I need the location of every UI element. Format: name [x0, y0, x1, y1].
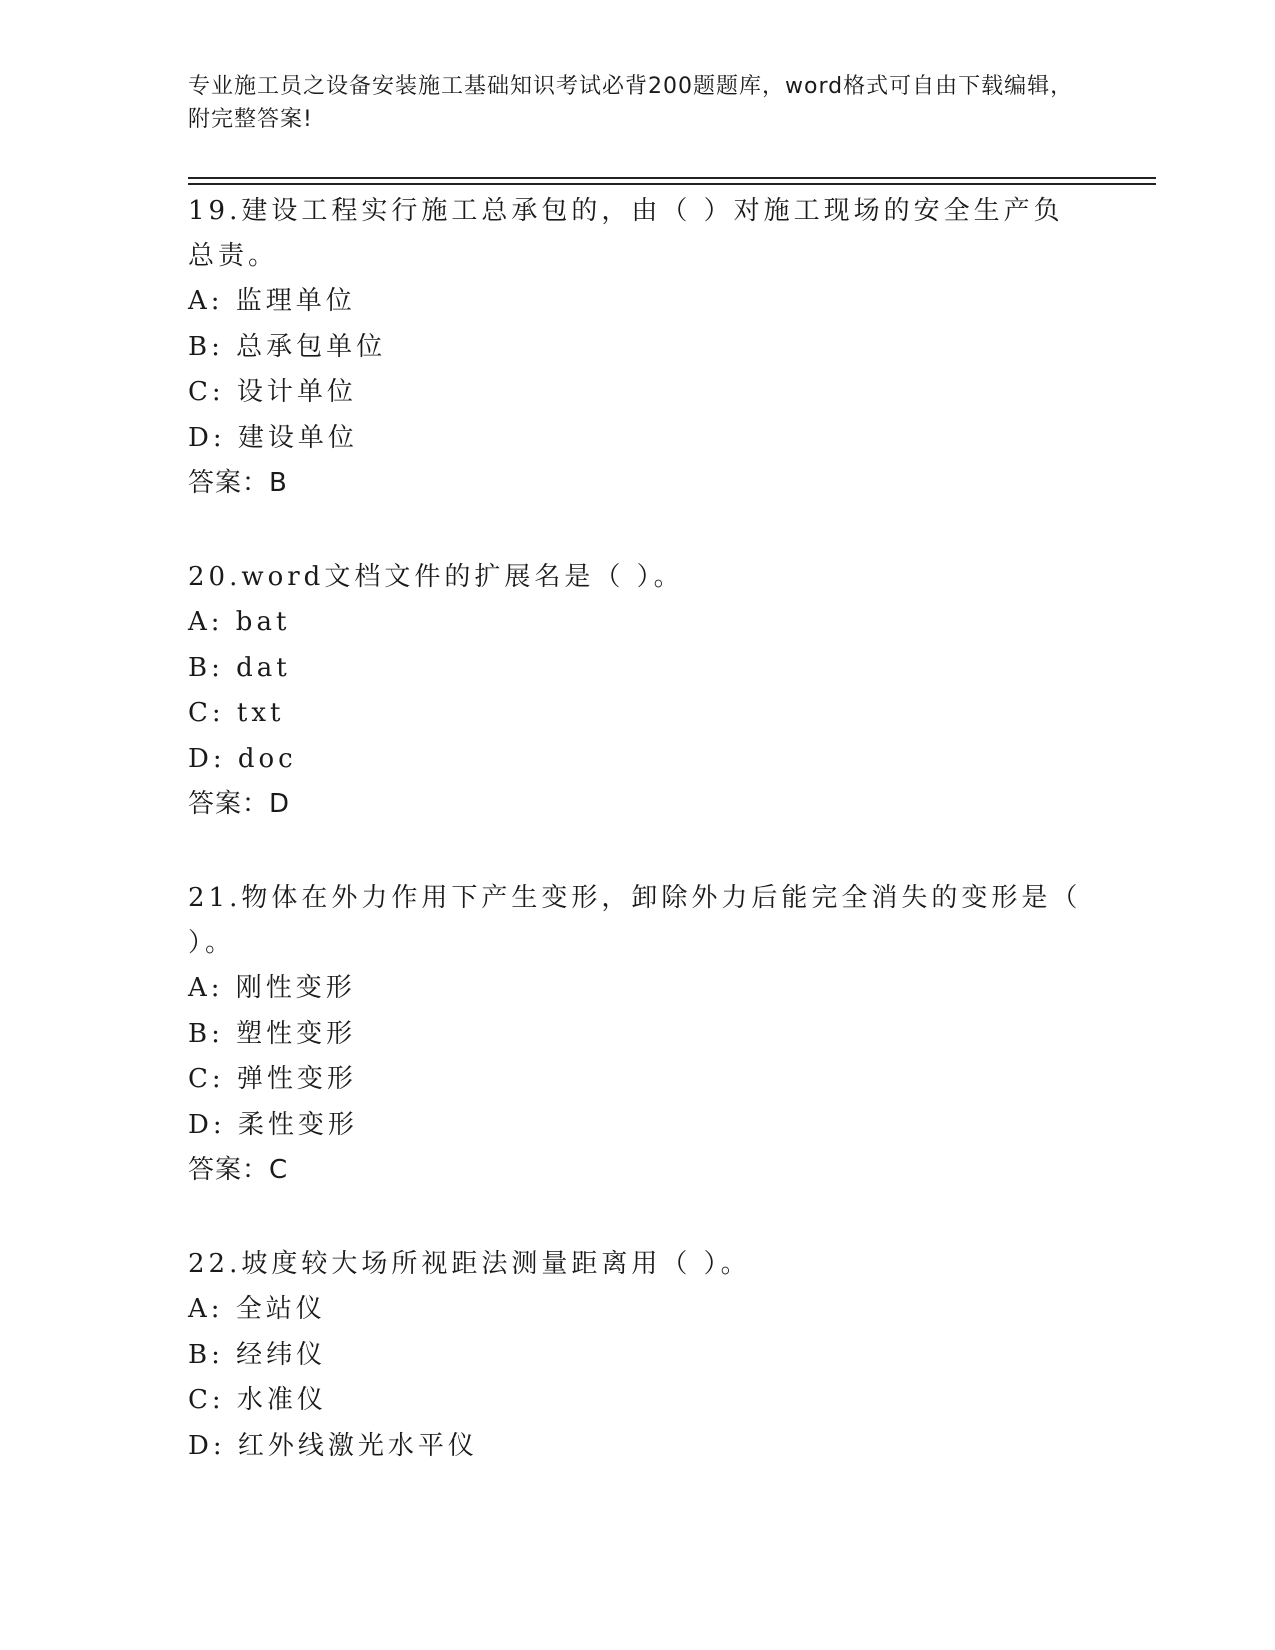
question-stem: 20.word文档文件的扩展名是（ ）。: [188, 562, 684, 592]
header-rule-top: [188, 177, 1156, 179]
option-c: C: 弹性变形: [188, 1064, 357, 1094]
option-d: D: 红外线激光水平仪: [188, 1430, 478, 1461]
option-b: B: 经纬仪: [188, 1339, 327, 1370]
question-stem: 22.坡度较大场所视距法测量距离用（ ）。: [188, 1249, 751, 1279]
option-b: B: dat: [188, 652, 291, 683]
question-19: [188, 189, 1088, 506]
option-b: B: 塑性变形: [188, 1018, 357, 1049]
answer-line: 答案：D: [188, 789, 291, 819]
option-a: A: 全站仪: [188, 1294, 326, 1324]
question-22: [188, 1242, 1088, 1469]
question-list: [188, 189, 1088, 1518]
header-rule-bottom: [188, 183, 1156, 185]
answer-line: 答案：B: [188, 468, 288, 498]
option-b: B: 总承包单位: [188, 331, 387, 362]
option-c: C: 设计单位: [188, 377, 357, 407]
option-d: D: 柔性变形: [188, 1109, 358, 1140]
option-d: D: 建设单位: [188, 422, 358, 453]
question-stem: 19.建设工程实行施工总承包的，由（ ）对施工现场的安全生产负总责。: [188, 196, 1064, 271]
option-d: D: doc: [188, 743, 297, 774]
answer-line: 答案：C: [188, 1155, 289, 1185]
option-c: C: txt: [188, 698, 285, 728]
question-20: [188, 555, 1088, 827]
question-21: [188, 876, 1088, 1193]
document-header: 专业施工员之设备安装施工基础知识考试必背200题题库，word格式可自由下载编辑，附完整答案!: [188, 74, 1074, 132]
option-a: A: bat: [188, 607, 291, 637]
option-c: C: 水准仪: [188, 1385, 327, 1415]
question-stem: 21.物体在外力作用下产生变形，卸除外力后能完全消失的变形是（ ）。: [188, 883, 1082, 958]
option-a: A: 监理单位: [188, 286, 356, 316]
option-a: A: 刚性变形: [188, 973, 356, 1003]
